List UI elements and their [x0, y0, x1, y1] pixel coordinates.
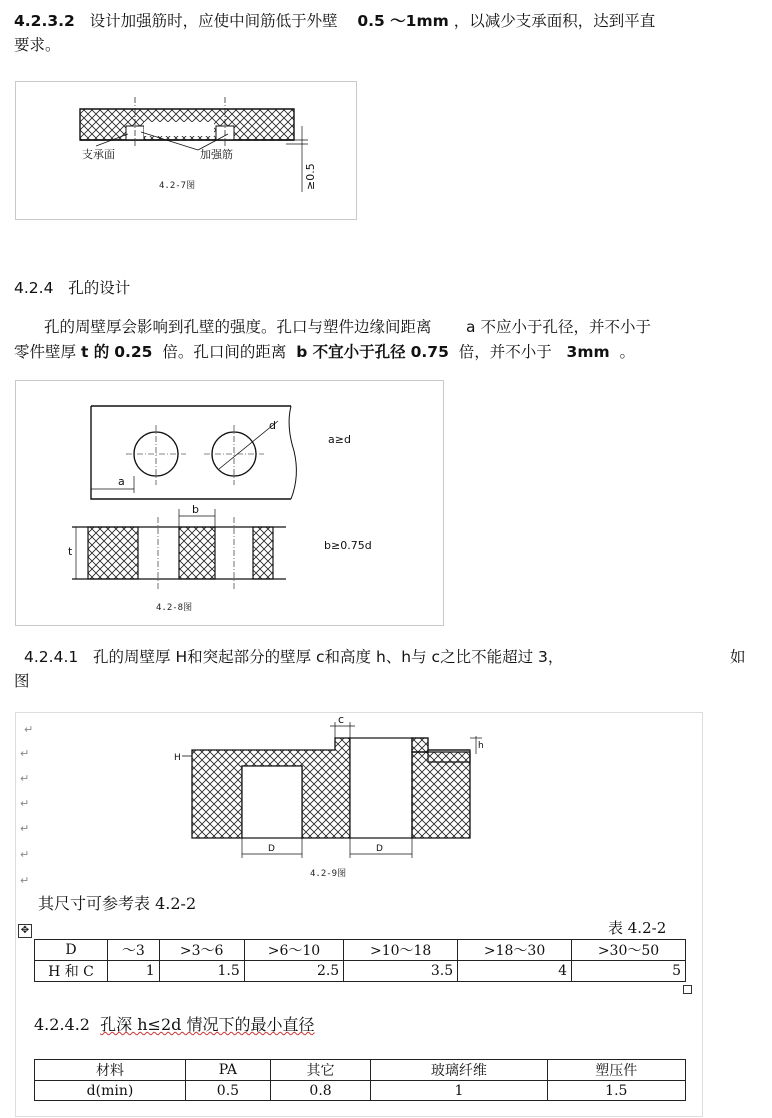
- table-4-2-2: [34, 939, 686, 982]
- para-mark: ↵: [20, 747, 30, 760]
- label-c: c: [338, 713, 345, 726]
- table-cell: >30～50: [572, 940, 686, 961]
- table-cell: >6～10: [244, 940, 343, 961]
- para-4241-ru: 如: [730, 648, 746, 666]
- figure-4-2-9: [170, 712, 490, 882]
- table-row: [35, 1081, 686, 1101]
- figure-4-2-7: [15, 81, 357, 220]
- ref-table-line: 其尺寸可参考表 4.2-2: [38, 894, 197, 913]
- caption-4-2-9: 4.2-9图: [310, 869, 347, 879]
- para-mark: ↵: [24, 723, 34, 736]
- table-row: [35, 1060, 686, 1081]
- label-a: a: [118, 475, 125, 488]
- table-row: [35, 940, 686, 961]
- table-cell: 材料: [35, 1060, 186, 1081]
- table-cell: 1: [371, 1081, 547, 1101]
- para-4241-line2: 图: [14, 672, 30, 690]
- table-resize-handle[interactable]: [683, 985, 692, 994]
- dim-0-5: ≥0.5: [304, 163, 317, 190]
- table-cell: 玻璃纤维: [371, 1060, 547, 1081]
- para-4241-line1: 4.2.4.1 孔的周壁厚 H和突起部分的壁厚 c和高度 h、h与 c之比不能超过 3，: [24, 648, 564, 666]
- label-t: t: [68, 545, 73, 558]
- figure-4-2-8: [15, 380, 444, 626]
- para-mark: ↵: [20, 848, 30, 861]
- para-4232-line1: 4.2.3.2 设计加强筋时，应使中间筋低于外壁 0.5 ～1mm ，以减少支承面积，达到平直: [14, 12, 656, 30]
- table-cell: 1.5: [547, 1081, 685, 1101]
- label-H: H: [174, 753, 181, 763]
- para-mark: ↵: [20, 822, 30, 835]
- table-cell: d(min): [35, 1081, 186, 1101]
- table-1-title: 表 4.2-2: [608, 919, 667, 937]
- table-cell: H 和 C: [35, 961, 108, 982]
- table-row: [35, 961, 686, 982]
- caption-4-2-8: 4.2-8图: [156, 603, 193, 613]
- table-move-handle[interactable]: ✥: [18, 924, 32, 938]
- label-support-face: 支承面: [82, 148, 115, 161]
- para-mark: ↵: [20, 797, 30, 810]
- table-cell: >3～6: [159, 940, 244, 961]
- para-hole-line1: 孔的周壁厚会影响到孔壁的强度。孔口与塑件边缘间距离 a 不应小于孔径，并不小于: [44, 318, 651, 336]
- caption-4-2-7: 4.2-7图: [159, 181, 196, 191]
- table-min-diameter: [34, 1059, 686, 1101]
- table-cell: >18～30: [458, 940, 572, 961]
- table-cell: 3.5: [344, 961, 458, 982]
- para-hole-line2: 零件壁厚 t 的 0.25 倍。孔口间的距离 b 不宜小于孔径 0.75 倍，并不小于 3mm 。: [14, 343, 635, 361]
- table-cell: 塑压件: [547, 1060, 685, 1081]
- rule-b-ge-075d: b≥0.75d: [324, 539, 372, 552]
- heading-4-2-4: 4.2.4 孔的设计: [14, 279, 131, 297]
- para-mark: ↵: [20, 874, 30, 887]
- table-cell: ～3: [108, 940, 160, 961]
- table-cell: PA: [186, 1060, 271, 1081]
- label-d: d: [269, 419, 276, 432]
- table-cell: 1: [108, 961, 160, 982]
- table-cell: 2.5: [244, 961, 343, 982]
- table-cell: 5: [572, 961, 686, 982]
- para-4232-line2: 要求。: [14, 36, 61, 54]
- table-cell: 4: [458, 961, 572, 982]
- label-D-left: D: [268, 844, 275, 854]
- label-b: b: [192, 503, 199, 516]
- table-cell: 其它: [270, 1060, 370, 1081]
- heading-4-2-4-2: 4.2.4.2 孔深 h≤2d 情况下的最小直径: [34, 1015, 315, 1034]
- label-h: h: [478, 741, 484, 751]
- rule-a-ge-d: a≥d: [328, 433, 351, 446]
- table-cell: 0.8: [270, 1081, 370, 1101]
- table-cell: 1.5: [159, 961, 244, 982]
- label-rib: 加强筋: [200, 148, 233, 161]
- label-D-right: D: [376, 844, 383, 854]
- para-mark: ↵: [20, 772, 30, 785]
- table-cell: 0.5: [186, 1081, 271, 1101]
- table-cell: >10～18: [344, 940, 458, 961]
- table-cell: D: [35, 940, 108, 961]
